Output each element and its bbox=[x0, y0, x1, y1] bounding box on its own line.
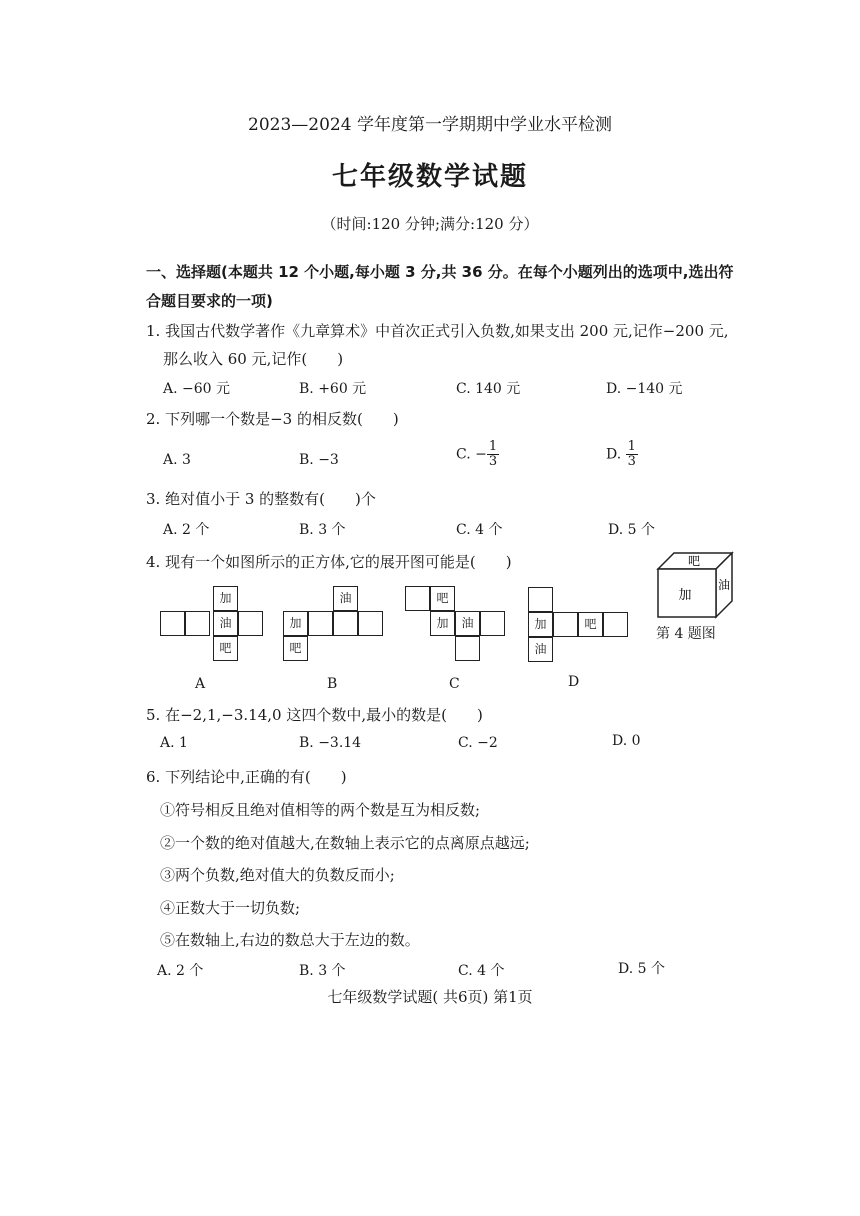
net-d-cell-you: 油 bbox=[528, 637, 553, 662]
cube-right-label: 油 bbox=[717, 578, 731, 592]
cube-front-label: 加 bbox=[678, 588, 692, 603]
net-a-cell bbox=[160, 611, 185, 636]
net-c-cell-jia: 加 bbox=[430, 611, 455, 636]
net-b-cell-ba: 吧 bbox=[283, 636, 308, 661]
q5-option-a: A. 1 bbox=[160, 735, 188, 751]
net-d-cell bbox=[553, 612, 578, 637]
fraction-numerator: 1 bbox=[627, 439, 636, 454]
q6-option-c: C. 4 个 bbox=[458, 963, 505, 979]
net-a-cell-you: 油 bbox=[213, 611, 238, 636]
q6-statement-4: ④正数大于一切负数; bbox=[160, 899, 301, 917]
net-a-cell-jia: 加 bbox=[213, 586, 238, 611]
q5-option-d: D. 0 bbox=[612, 733, 641, 749]
q6-statement-1: ①符号相反且绝对值相等的两个数是互为相反数; bbox=[160, 801, 481, 819]
q2-text: 2. 下列哪一个数是−3 的相反数( ) bbox=[146, 410, 399, 428]
net-d-cell bbox=[603, 612, 628, 637]
q3-option-b: B. 3 个 bbox=[299, 522, 346, 538]
net-a-label: A bbox=[195, 676, 206, 692]
exam-title: 2023—2024 学年度第一学期期中学业水平检测 bbox=[248, 115, 612, 135]
q5-text: 5. 在−2,1,−3.14,0 这四个数中,最小的数是( ) bbox=[146, 706, 483, 724]
q3-text: 3. 绝对值小于 3 的整数有( )个 bbox=[146, 490, 376, 508]
fraction-denominator: 3 bbox=[488, 454, 498, 469]
q2-option-c-prefix: C. − bbox=[456, 446, 487, 463]
section-heading-line1: 一、选择题(本题共 12 个小题,每小题 3 分,共 36 分。在每个小题列出的选项中,选出符 bbox=[146, 263, 734, 281]
cube-figure bbox=[654, 549, 736, 621]
net-c-label: C bbox=[449, 676, 460, 692]
q6-text: 6. 下列结论中,正确的有( ) bbox=[146, 768, 347, 786]
q1-option-a: A. −60 元 bbox=[163, 381, 231, 397]
q2-option-c-fraction bbox=[487, 440, 499, 469]
fraction-numerator: 1 bbox=[488, 439, 498, 454]
net-a-cell bbox=[185, 611, 210, 636]
net-d-cell-jia: 加 bbox=[528, 612, 553, 637]
q4-text: 4. 现有一个如图所示的正方体,它的展开图可能是( ) bbox=[146, 553, 512, 571]
q6-statement-5: ⑤在数轴上,右边的数总大于左边的数。 bbox=[160, 931, 420, 949]
net-c-cell bbox=[455, 636, 480, 661]
section-heading-line2: 合题目要求的一项) bbox=[146, 292, 273, 310]
net-c-cell-you: 油 bbox=[455, 611, 480, 636]
q2-option-a: A. 3 bbox=[163, 452, 191, 468]
q1-option-d: D. −140 元 bbox=[606, 381, 683, 397]
page-footer: 七年级数学试题( 共6页) 第1页 bbox=[327, 988, 533, 1006]
q6-statement-3: ③两个负数,绝对值大的负数反而小; bbox=[160, 866, 395, 884]
net-c-cell bbox=[480, 611, 505, 636]
net-a-cell bbox=[238, 611, 263, 636]
q2-option-c bbox=[456, 440, 499, 469]
q3-option-a: A. 2 个 bbox=[163, 522, 210, 538]
q6-option-a: A. 2 个 bbox=[157, 963, 204, 979]
q3-option-c: C. 4 个 bbox=[456, 522, 503, 538]
net-c-cell bbox=[405, 586, 430, 611]
net-b-label: B bbox=[327, 676, 338, 692]
q1-option-b: B. +60 元 bbox=[299, 381, 367, 397]
net-b-cell bbox=[308, 611, 333, 636]
net-b-cell-jia: 加 bbox=[283, 611, 308, 636]
q5-option-c: C. −2 bbox=[458, 735, 498, 751]
net-b-cell bbox=[333, 611, 358, 636]
net-d-cell-ba: 吧 bbox=[578, 612, 603, 637]
fraction-denominator: 3 bbox=[627, 454, 636, 469]
q6-option-b: B. 3 个 bbox=[299, 963, 346, 979]
q1-option-c: C. 140 元 bbox=[456, 381, 521, 397]
net-b-cell bbox=[358, 611, 383, 636]
figure-caption: 第 4 题图 bbox=[656, 626, 716, 642]
q2-option-b: B. −3 bbox=[299, 452, 339, 468]
q1-line1: 1. 我国古代数学著作《九章算术》中首次正式引入负数,如果支出 200 元,记作−200 元, bbox=[146, 322, 729, 340]
q2-option-d bbox=[606, 440, 638, 469]
net-d-label: D bbox=[568, 674, 580, 690]
time-info: （时间:120 分钟;满分:120 分） bbox=[321, 215, 539, 233]
net-b-cell-you: 油 bbox=[333, 586, 358, 611]
net-c-cell-ba: 吧 bbox=[430, 586, 455, 611]
q6-option-d: D. 5 个 bbox=[618, 961, 665, 977]
q3-option-d: D. 5 个 bbox=[608, 522, 655, 538]
q5-option-b: B. −3.14 bbox=[299, 735, 362, 751]
paper-title: 七年级数学试题 bbox=[331, 162, 528, 192]
net-a-cell-ba: 吧 bbox=[213, 636, 238, 661]
q1-line2: 那么收入 60 元,记作( ) bbox=[163, 350, 344, 368]
cube-top-label: 吧 bbox=[687, 554, 701, 568]
q6-statement-2: ②一个数的绝对值越大,在数轴上表示它的点离原点越远; bbox=[160, 834, 530, 852]
q2-option-d-fraction bbox=[626, 440, 638, 469]
q2-option-d-prefix: D. bbox=[606, 446, 626, 463]
net-d-cell bbox=[528, 587, 553, 612]
